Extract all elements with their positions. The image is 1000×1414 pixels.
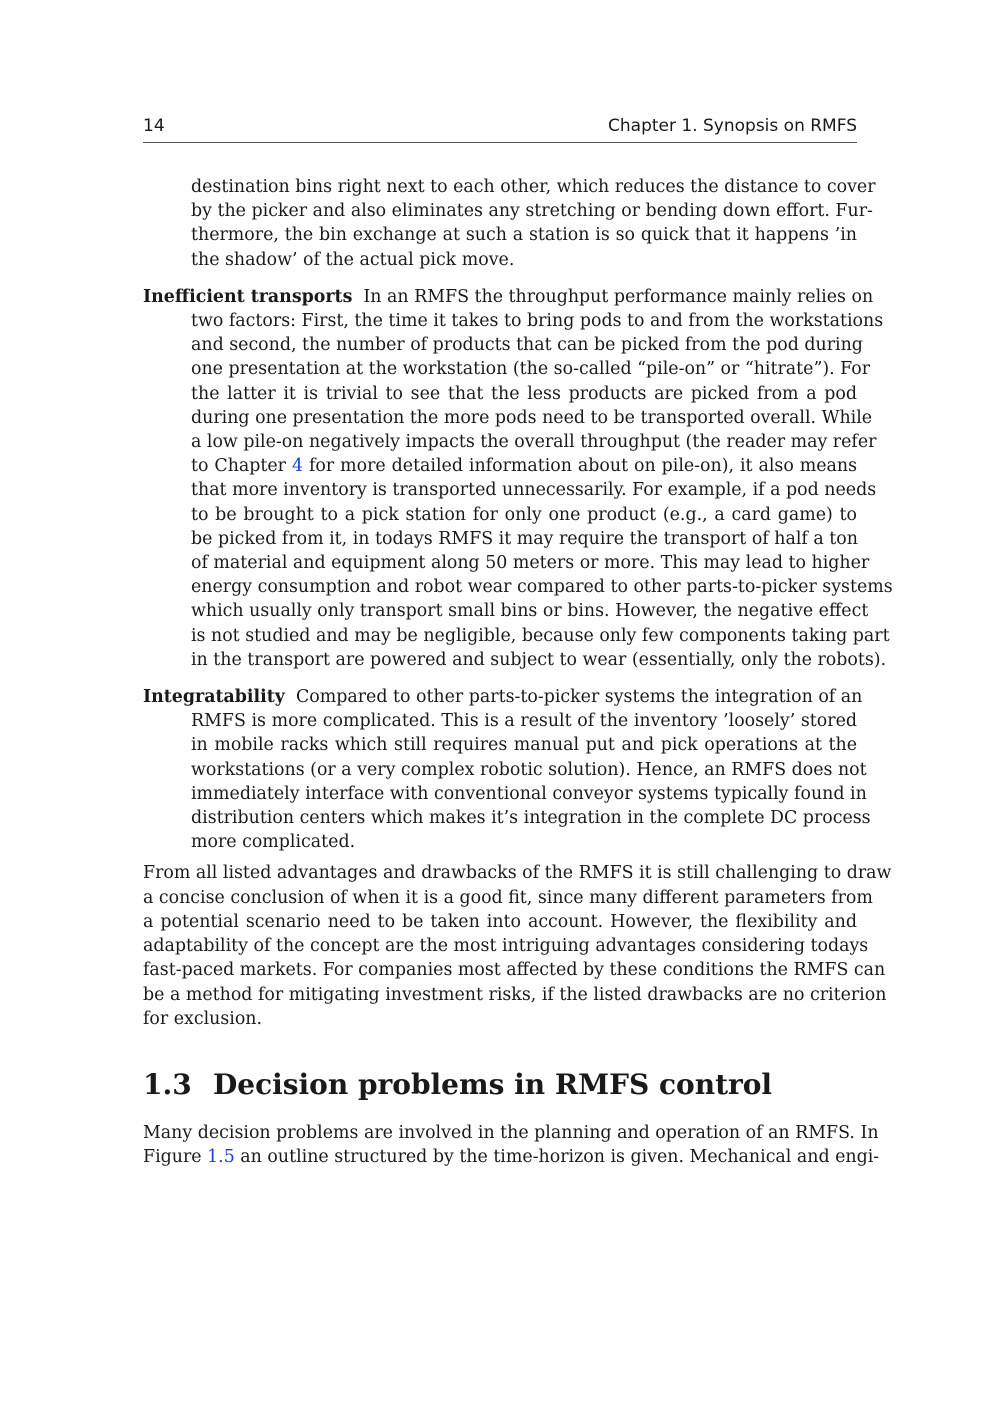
text-line: destination bins right next to each other, which reduces the distance to cover bbox=[191, 177, 876, 197]
text-line: distribution centers which makes it’s integration in the complete DC process bbox=[191, 808, 871, 829]
text-line: RMFS is more complicated. This is a result of the inventory ’loosely’ stored bbox=[191, 711, 857, 732]
text-line: be a method for mitigating investment risks, if the listed drawbacks are no criterion bbox=[143, 984, 887, 1005]
text-line: adaptability of the concept are the most intriguing advantages considering todays bbox=[143, 936, 869, 957]
section-heading bbox=[143, 1067, 857, 1103]
text-line-with-ref bbox=[143, 1145, 880, 1169]
text-line: is not studied and may be negligible, because only few components taking part bbox=[191, 625, 890, 646]
text-line: thermore, the bin exchange at such a station is so quick that it happens ’in bbox=[191, 225, 857, 246]
text-line: Many decision problems are involved in the planning and operation of an RMFS. In bbox=[143, 1123, 879, 1143]
text-line: by the picker and also eliminates any stretching or bending down effort. Fur- bbox=[191, 201, 873, 222]
text-fragment: to Chapter bbox=[191, 456, 292, 477]
description-item-integratability bbox=[143, 685, 863, 709]
text-line: that more inventory is transported unnecessarily. For example, if a pod needs bbox=[191, 480, 877, 501]
description-item-inefficient-transports bbox=[143, 285, 874, 309]
page-number: 14 bbox=[143, 116, 165, 136]
text-line: the shadow’ of the actual pick move. bbox=[191, 249, 515, 270]
text-line: a low pile-on negatively impacts the overall throughput (the reader may refer bbox=[191, 432, 877, 453]
text-line: of material and equipment along 50 meters or more. This may lead to higher bbox=[191, 553, 870, 574]
item-term: Integratability bbox=[143, 687, 285, 708]
section-number: 1.3 bbox=[143, 1068, 192, 1101]
text-line: and second, the number of products that can be picked from the pod during bbox=[191, 335, 863, 356]
chapter-4-link[interactable]: 4 bbox=[291, 456, 304, 477]
text-line: Compared to other parts-to-picker systems the integration of an bbox=[295, 687, 863, 708]
text-line: immediately interface with conventional conveyor systems typically found in bbox=[191, 783, 867, 804]
text-line: In an RMFS the throughput performance mainly relies on bbox=[363, 286, 874, 307]
text-line: the latter it is trivial to see that the less products are picked from a pod bbox=[191, 383, 857, 404]
text-line: one presentation at the workstation (the so-called “pile-on” or “hitrate”). For bbox=[191, 359, 871, 380]
text-line: in mobile racks which still requires manual put and pick operations at the bbox=[191, 735, 857, 756]
text-line: more complicated. bbox=[191, 832, 356, 853]
text-fragment: Figure bbox=[143, 1147, 208, 1168]
text-line: two factors: First, the time it takes to bring pods to and from the workstations bbox=[191, 311, 884, 332]
text-line: fast-paced markets. For companies most affected by these conditions the RMFS can bbox=[143, 960, 886, 981]
text-line: energy consumption and robot wear compared to other parts-to-picker systems bbox=[191, 577, 893, 598]
section-title: Decision problems in RMFS control bbox=[213, 1068, 773, 1101]
body-text bbox=[143, 175, 893, 1031]
text-line: for exclusion. bbox=[143, 1008, 263, 1029]
text-line: in the transport are powered and subject to wear (essentially, only the robots). bbox=[191, 649, 887, 670]
item-term: Inefficient transports bbox=[143, 286, 353, 307]
text-line: to be brought to a pick station for only one product (e.g., a card game) to bbox=[191, 504, 857, 525]
text-line: a potential scenario need to be taken into account. However, the flexibility and bbox=[143, 911, 857, 932]
text-line: a concise conclusion of when it is a good fit, since many different parameters from bbox=[143, 887, 873, 908]
text-line: during one presentation the more pods need to be transported overall. While bbox=[191, 407, 873, 428]
figure-1-5-link[interactable]: 1.5 bbox=[207, 1147, 235, 1168]
text-fragment: an outline structured by the time-horizon is given. Mechanical and engi- bbox=[234, 1147, 880, 1168]
section-body bbox=[143, 1121, 880, 1169]
text-fragment: for more detailed information about on pile-on), it also means bbox=[303, 456, 858, 477]
text-line: From all listed advantages and drawbacks of the RMFS it is still challenging to draw bbox=[143, 863, 892, 884]
text-line: which usually only transport small bins or bins. However, the negative effect bbox=[191, 601, 869, 622]
running-header bbox=[143, 116, 857, 143]
text-line-with-ref bbox=[143, 454, 857, 478]
text-line: be picked from it, in todays RMFS it may require the transport of half a ton bbox=[191, 528, 858, 549]
text-line: workstations (or a very complex robotic solution). Hence, an RMFS does not bbox=[191, 759, 867, 780]
chapter-title: Chapter 1. Synopsis on RMFS bbox=[608, 116, 857, 136]
